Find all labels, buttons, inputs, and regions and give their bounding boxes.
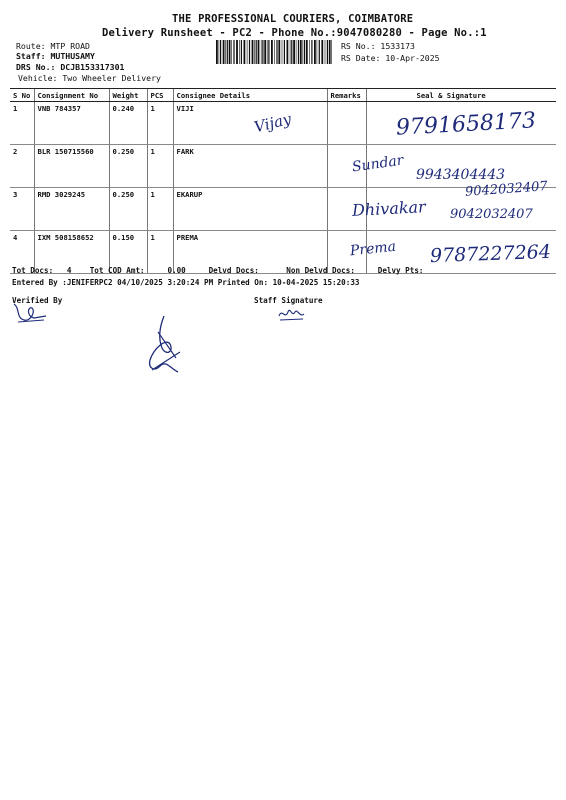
cell-consignee: EKARUP: [173, 188, 327, 231]
cell-consignment: RMD 3029245: [34, 188, 109, 231]
cell-weight: 0.240: [109, 102, 147, 145]
handwritten-phone: 9042032407: [464, 179, 549, 200]
cell-consignment: VNB 784357: [34, 102, 109, 145]
col-header-consignee: Consignee Details: [173, 89, 327, 102]
handwritten-phone: 9787227264: [429, 240, 552, 268]
staff-signature-label: Staff Signature: [254, 296, 323, 305]
cell-pcs: 1: [147, 231, 173, 274]
staff-label: Staff: MUTHUSAMY: [16, 51, 95, 61]
rs-date: RS Date: 10-Apr-2025: [341, 53, 440, 63]
table-header-row: [10, 89, 556, 102]
cell-remarks: [327, 102, 366, 145]
cell-weight: 0.150: [109, 231, 147, 274]
drs-number: DRS No.: DCJB153317301: [16, 62, 125, 72]
staff-signature: [276, 302, 306, 324]
totals-line: Tot Docs: 4 Tot COD Amt: 0.00 Delvd Docs: Non Delvd Docs: Delvy Pts:: [12, 266, 424, 275]
barcode: [216, 40, 334, 64]
handwritten-name: Prema: [349, 238, 397, 260]
cell-consignee: FARK: [173, 145, 327, 188]
entered-by-line: Entered By :JENIFERPC2 04/10/2025 3:20:24 PM Printed On: 10-04-2025 15:20:33: [12, 278, 360, 287]
verified-by-label: Verified By: [12, 296, 63, 305]
handwritten-phone: 9042032407: [450, 207, 533, 222]
cell-pcs: 1: [147, 102, 173, 145]
cell-weight: 0.250: [109, 145, 147, 188]
large-signature: [140, 312, 188, 382]
col-header-pcs: PCS: [147, 89, 173, 102]
route-label: Route: MTP ROAD: [16, 41, 90, 51]
cell-consignee: PREMA: [173, 231, 327, 274]
vehicle-label: Vehicle: Two Wheeler Delivery: [18, 73, 161, 83]
cell-sno: 2: [10, 145, 34, 188]
cell-sno: 3: [10, 188, 34, 231]
rs-number: RS No.: 1533173: [341, 41, 415, 51]
verifier-signature: [10, 298, 50, 326]
handwritten-initials: Vijay: [252, 109, 294, 137]
company-title: THE PROFESSIONAL COURIERS, COIMBATORE: [172, 13, 414, 25]
cell-sno: 4: [10, 231, 34, 274]
handwritten-name: Dhivakar: [351, 197, 427, 220]
col-header-remarks: Remarks: [327, 89, 366, 102]
col-header-consignment: Consignment No: [34, 89, 109, 102]
runsheet-subtitle: Delivery Runsheet - PC2 - Phone No.:9047080280 - Page No.:1: [102, 27, 487, 39]
handwritten-name: Sundar: [351, 152, 405, 176]
cell-weight: 0.250: [109, 188, 147, 231]
handwritten-phone: 9791658173: [395, 108, 537, 141]
col-header-weight: Weight: [109, 89, 147, 102]
cell-consignment: BLR 150715560: [34, 145, 109, 188]
col-header-signature: Seal & Signature: [366, 89, 556, 102]
cell-consignment: IXM 508158652: [34, 231, 109, 274]
cell-consignee: VIJI: [173, 102, 327, 145]
cell-pcs: 1: [147, 145, 173, 188]
cell-sno: 1: [10, 102, 34, 145]
cell-pcs: 1: [147, 188, 173, 231]
handwritten-phone: 9943404443: [416, 167, 506, 183]
col-header-sno: S No: [10, 89, 34, 102]
